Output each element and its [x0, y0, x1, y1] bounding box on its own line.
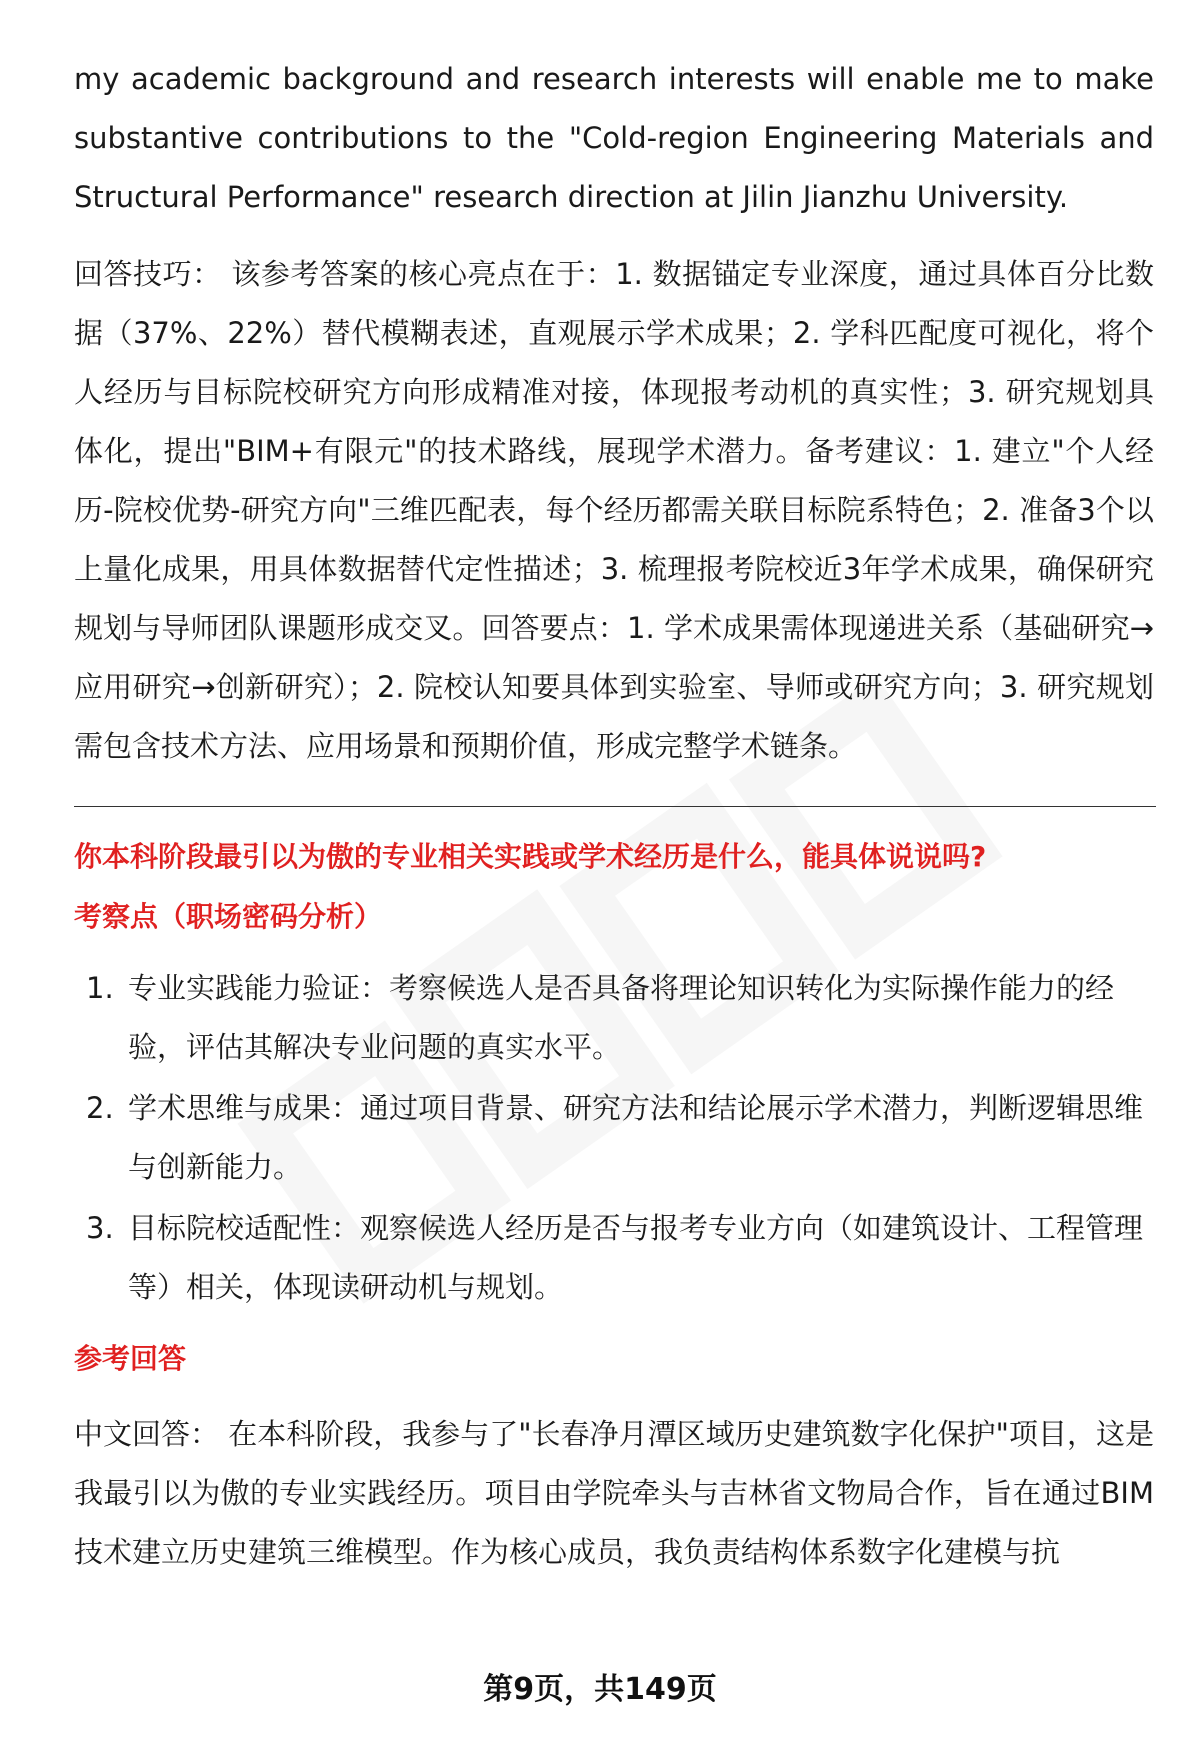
- section-divider: [74, 806, 1156, 807]
- exam-point-text: 目标院校适配性：观察候选人经历是否与报考专业方向（如建筑设计、工程管理等）相关，体现读研动机与规划。: [128, 1211, 1144, 1304]
- reference-answer-heading: 参考回答: [74, 1342, 187, 1375]
- answer-tips-paragraph: 回答技巧： 该参考答案的核心亮点在于：1. 数据锚定专业深度，通过具体百分比数据（37%、22%）替代模糊表述，直观展示学术成果；2. 学科匹配度可视化，将个人经历与目标院校研究方向形成精准对接，体现报考动机的真实性；3. 研究规划具体化，提出"BIM+有限元"的技术路线，展现学术潜力。备考建议：1. 建立"个人经历-院校优势-研究方向"三维匹配表，每个经历都需关联目标院系特色；2. 准备3个以上量化成果，用具体数据替代定性描述；3. 梳理报考院校近3年学术成果，确保研究规划与导师团队课题形成交叉。回答要点：1. 学术成果需体现递进关系（基础研究→应用研究→创新研究）；2. 院校认知要具体到实验室、导师或研究方向；3. 研究规划需包含技术方法、应用场景和预期价值，形成完整学术链条。: [74, 257, 1154, 763]
- exam-point-item: [74, 1199, 1154, 1317]
- exam-point-item: [74, 1079, 1154, 1197]
- exam-point-text: 学术思维与成果：通过项目背景、研究方法和结论展示学术潜力，判断逻辑思维与创新能力。: [128, 1091, 1144, 1184]
- document-page: [74, 50, 1154, 1582]
- chinese-answer-paragraph: 中文回答： 在本科阶段，我参与了"长春净月潭区域历史建筑数字化保护"项目，这是我最引以为傲的专业实践经历。项目由学院牵头与吉林省文物局合作，旨在通过BIM技术建立历史建筑三维模型。作为核心成员，我负责结构体系数字化建模与抗: [74, 1417, 1154, 1569]
- exam-point-text: 专业实践能力验证：考察候选人是否具备将理论知识转化为实际操作能力的经验，评估其解决专业问题的真实水平。: [128, 971, 1115, 1064]
- intro-english-paragraph: my academic background and research interests will enable me to make substantive contributions to the "Cold-region Engineering Materials and Structural Performance" research direction at Jilin Jianzhu University.: [74, 62, 1154, 214]
- exam-points-heading: 考察点（职场密码分析）: [74, 900, 383, 933]
- exam-point-number: 1.: [86, 971, 114, 1005]
- exam-points-list: [74, 959, 1154, 1317]
- page-number-footer: 第9页，共149页: [483, 1672, 717, 1707]
- exam-point-item: [74, 959, 1154, 1077]
- exam-point-number: 3.: [86, 1211, 114, 1245]
- question-heading: 你本科阶段最引以为傲的专业相关实践或学术经历是什么，能具体说说吗?: [74, 840, 987, 873]
- exam-point-number: 2.: [86, 1091, 114, 1125]
